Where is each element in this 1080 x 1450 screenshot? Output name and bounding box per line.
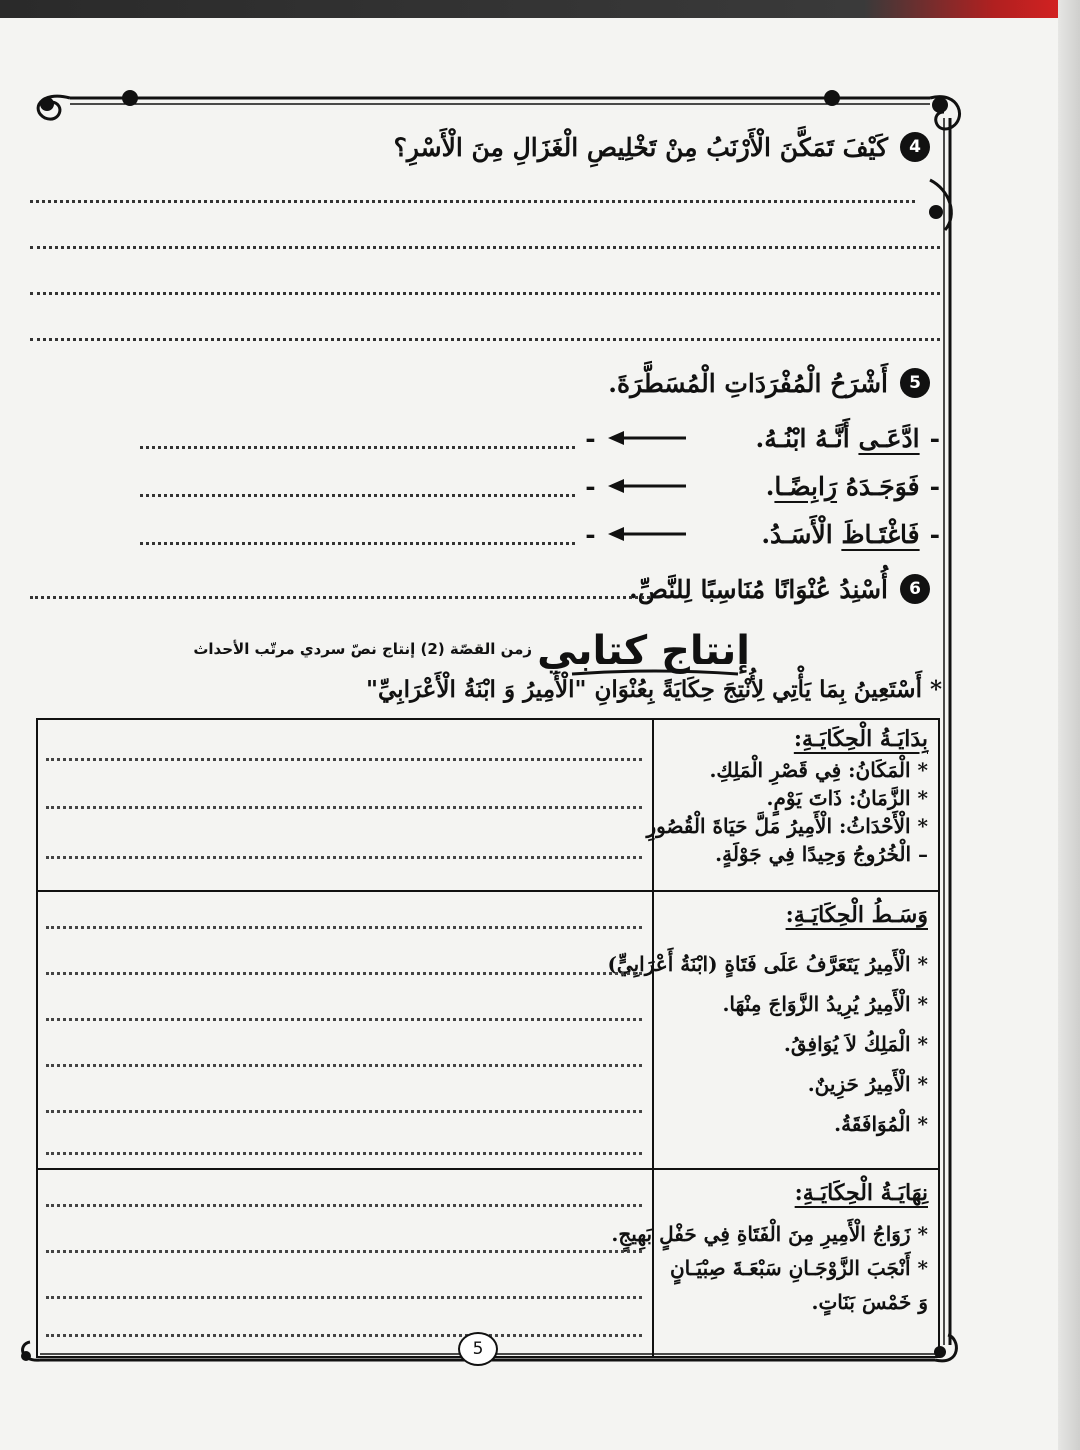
beginning-line: * الْأَحْدَاثُ: الْأَمِيرُ مَلَّ حَيَاةَ الْقُصُورِ <box>646 814 928 838</box>
writing-line[interactable] <box>46 1250 642 1253</box>
vocab-answer-3[interactable] <box>140 524 575 545</box>
vocab-word-1 <box>700 424 920 453</box>
vocab-item-2 <box>140 466 940 506</box>
question-4-number: 4 <box>900 132 930 162</box>
writing-line[interactable] <box>46 758 642 761</box>
arrow-left-icon <box>608 476 688 496</box>
section-subtitle: زمن القصّة (2) إنتاج نصّ سردي مرتّب الأحداث <box>193 640 532 658</box>
vocab-answer-2[interactable] <box>140 476 575 497</box>
vocab-dash: - <box>929 471 940 501</box>
middle-line: * الْأَمِيرُ يُرِيدُ الزَّوَاجَ مِنْهَا. <box>722 992 928 1016</box>
vocab-context: . <box>765 471 775 501</box>
question-6-number: 6 <box>900 574 930 604</box>
writing-line[interactable] <box>46 1204 642 1207</box>
beginning-header: بِدَايَـةُ الْحِكَايَـةِ: <box>793 726 928 752</box>
answer-line-q4-3[interactable] <box>30 292 940 295</box>
vocab-context: الْأَسَـدُ. <box>761 519 842 549</box>
writing-line[interactable] <box>46 1064 642 1067</box>
middle-header: وَسَـطُ الْحِكَايَـةِ: <box>785 902 928 928</box>
answer-line-q4-1[interactable] <box>30 200 915 203</box>
vocab-answer-1[interactable] <box>140 428 575 449</box>
middle-line: * الْأَمِيرُ يَتَعَرَّفُ عَلَى فَتَاةٍ (ابْنَةُ أَعْرَابِيٍّ) <box>607 952 928 976</box>
answer-line-q4-4[interactable] <box>30 338 940 341</box>
writing-line[interactable] <box>46 972 642 975</box>
page-number: 5 <box>458 1332 498 1366</box>
beginning-line: – الْخُرُوجُ وَحِيدًا فِي جَوْلَةٍ. <box>715 842 928 866</box>
row-divider-2 <box>38 1168 938 1170</box>
middle-line: * الْمُوَافَقَةُ. <box>834 1112 928 1136</box>
plan-beginning <box>646 726 928 866</box>
plan-middle <box>607 902 928 1136</box>
writing-instruction: * أَسْتَعِينُ بِمَا يَأْتِي لِأُنْتِجَ حِكَايَةً بِعُنْوَانِ "الْأَمِيرُ وَ ابْنَةُ الْأَعْرَابِيِّ" <box>366 676 942 703</box>
writing-line[interactable] <box>46 806 642 809</box>
vocab-underlined-word: ادَّعَـى <box>858 423 920 453</box>
writing-line[interactable] <box>46 926 642 929</box>
question-5 <box>608 368 930 398</box>
question-4-text: كَيْفَ تَمَكَّنَ الْأَرْنَبُ مِنْ تَخْلِيصِ الْغَزَالِ مِنَ الْأَسْرِ؟ <box>393 132 888 162</box>
writing-line[interactable] <box>46 1152 642 1155</box>
answer-line-q6[interactable] <box>30 596 650 599</box>
writing-line[interactable] <box>46 856 642 859</box>
beginning-line: * الزَّمَانُ: ذَاتَ يَوْمٍ. <box>766 786 928 810</box>
vocab-context: فَوَجَـدَهُ <box>837 471 920 501</box>
question-6-text: أُسْنِدُ عُنْوَانًا مُنَاسِبًا لِلنَّصِّ. <box>629 574 888 604</box>
arrow-left-icon <box>608 524 688 544</box>
beginning-line: * الْمَكَانُ: فِي قَصْرِ الْمَلِكِ. <box>709 758 928 782</box>
vocab-word-3 <box>700 520 920 549</box>
vocab-item-3 <box>140 514 940 554</box>
writing-line[interactable] <box>46 1334 642 1337</box>
vocab-dash: - <box>929 423 940 453</box>
question-5-number: 5 <box>900 368 930 398</box>
row-divider-1 <box>38 890 938 892</box>
question-6 <box>629 574 930 604</box>
question-4 <box>394 132 930 162</box>
end-line: * أَنْجَبَ الزَّوْجَـانِ سَبْعَـةَ صِبْيَـانٍ <box>669 1256 928 1280</box>
vocab-answer-dash: - <box>585 423 596 453</box>
middle-line: * الْمَلِكُ لاَ يُوَافِقُ. <box>783 1032 928 1056</box>
vocab-answer-dash: - <box>585 519 596 549</box>
arrow-left-icon <box>608 428 688 448</box>
middle-line: * الْأَمِيرُ حَزِينٌ. <box>807 1072 928 1096</box>
writing-line[interactable] <box>46 1018 642 1021</box>
end-header: نِهَايَـةُ الْحِكَايَـةِ: <box>794 1180 928 1206</box>
writing-line[interactable] <box>46 1110 642 1113</box>
vocab-item-1 <box>140 418 940 458</box>
vocab-underlined-word: فَاغْتَـاظَ <box>841 519 920 549</box>
answer-line-q4-2[interactable] <box>30 246 940 249</box>
vocab-answer-dash: - <box>585 471 596 501</box>
question-5-text: أَشْرَحُ الْمُفْرَدَاتِ الْمُسَطَّرَةَ. <box>608 368 888 398</box>
end-line: * زَوَاجُ الْأَمِيرِ مِنَ الْفَتَاةِ فِي حَفْلٍ بَهِيجٍ. <box>611 1222 928 1246</box>
vocab-underlined-word: رَابِضًـا <box>774 471 838 501</box>
writing-line[interactable] <box>46 1296 642 1299</box>
story-plan-table <box>36 718 940 1358</box>
section-title: إنتاج كتابي <box>537 628 750 674</box>
vocab-dash: - <box>929 519 940 549</box>
end-line: وَ خَمْسَ بَنَاتٍ. <box>811 1290 928 1314</box>
vocab-word-2 <box>700 472 920 501</box>
plan-end <box>611 1180 928 1314</box>
vocab-context: أَنَّـهُ ابْنُـهُ. <box>755 423 859 453</box>
